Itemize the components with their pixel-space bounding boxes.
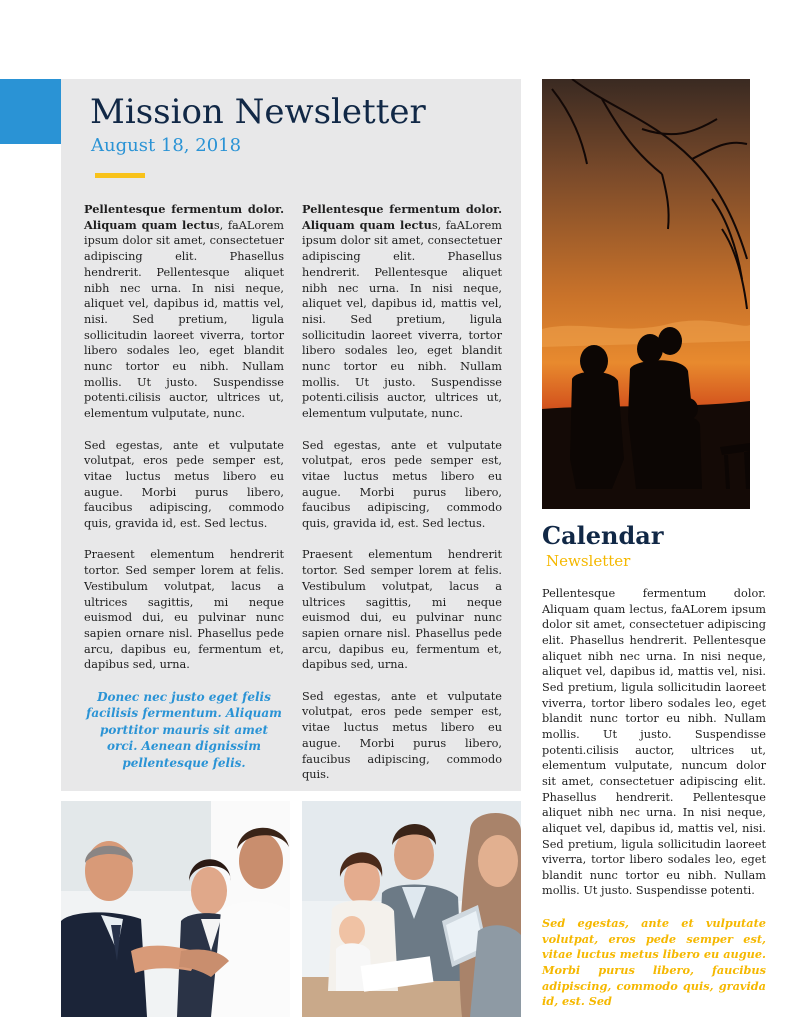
paragraph-text: s, faALorem ipsum dolor sit amet, consectetuer adipiscing elit. Phasellus hendrerit. Pellentesque aliquet nibh nec urna. In nisi neque, aliquet vel, dapibus id, mattis vel, nisi. Sed pretium, ligula sollicitudin laoreet viverra, tortor libero sodales leo, eget blandit nunc tortor eu nibh. Nullam mollis. Ut justo. Suspendisse potenti.cilisis auctor, ultrices ut, elementum vulputate, nunc. (84, 218, 285, 421)
paragraph-text: s, faALorem ipsum dolor sit amet, consectetuer adipiscing elit. Phasellus hendrerit. Pellentesque aliquet nibh nec urna. In nisi neque, aliquet vel, dapibus id, mattis vel, nisi. Sed pretium, ligula sollicitudin laoreet viverra, tortor libero sodales leo, eget blandit nunc tortor eu nibh. Nullam mollis. Ut justo. Suspendisse potenti.cilisis auctor, ultrices ut, elementum vulputate, nunc. (302, 218, 503, 421)
paragraph: Praesent elementum hendrerit tortor. Sed semper lorem at felis. Vestibulum volutpat, lacus a ultrices sagittis, mi neque euismod dui, eu pulvinar nunc sapien ornare nisl. Phasellus pede arcu, dapibus eu, fermentum et, dapibus sed, urna. (84, 548, 284, 672)
calendar-title: Calendar (542, 521, 664, 550)
paragraph: Praesent elementum hendrerit tortor. Sed semper lorem at felis. Vestibulum volutpat, lacus a ultrices sagittis, mi neque euismod dui, eu pulvinar nunc sapien ornare nisl. Phasellus pede arcu, dapibus eu, fermentum et, dapibus sed, urna. (302, 548, 502, 672)
paragraph: Sed egestas, ante et vulputate volutpat, eros pede semper est, vitae luctus metus libero eu augue. Morbi purus libero, faucibus adipiscing, commodo quis, gravida id, est. Sed lectus. (302, 438, 502, 531)
family-meeting-photo (302, 801, 521, 1017)
accent-block (0, 79, 61, 144)
article-column-1 (84, 202, 284, 787)
paragraph (302, 202, 502, 422)
article-column-2 (302, 202, 502, 799)
title-underline (95, 173, 145, 178)
issue-date: August 18, 2018 (91, 135, 242, 156)
sunset-family-photo (542, 79, 750, 509)
pull-quote: Donec nec justo eget felis facilisis fermentum. Aliquam porttitor mauris sit amet orci. Aenean dignissim pellentesque felis. (86, 689, 282, 770)
paragraph: Sed egestas, ante et vulputate volutpat, eros pede semper est, vitae luctus metus libero eu augue. Morbi purus libero, faucibus adipiscing, commodo quis. (302, 689, 502, 782)
calendar-subtitle: Newsletter (546, 552, 631, 570)
paragraph (84, 202, 284, 422)
lead-text: Pellentesque fermentum dolor. Aliquam quam lectu (84, 202, 284, 232)
paragraph: Sed egestas, ante et vulputate volutpat, eros pede semper est, vitae luctus metus libero eu augue. Morbi purus libero, faucibus adipiscing, commodo quis, gravida id, est. Sed lectus. (84, 438, 284, 531)
business-meeting-photo (61, 801, 290, 1017)
calendar-quote: Sed egestas, ante et vulputate volutpat, eros pede semper est, vitae luctus metus libero eu augue. Morbi purus libero, faucibus adipiscing, commodo quis, gravida id, est. Sed (542, 916, 766, 1009)
lead-text: Pellentesque fermentum dolor. Aliquam quam lectu (302, 202, 502, 232)
page-title: Mission Newsletter (90, 92, 426, 132)
calendar-body: Pellentesque fermentum dolor. Aliquam quam lectus, faALorem ipsum dolor sit amet, consectetuer adipiscing elit. Phasellus hendrerit. Pellentesque aliquet nibh nec urna. In nisi neque, aliquet vel, dapibus id, mattis vel, nisi. Sed pretium, ligula sollicitudin laoreet viverra, tortor libero sodales leo, eget blandit nunc tortor eu nibh. Nullam mollis. Ut justo. Suspendisse potenti.cilisis auctor, ultrices ut, elementum vulputate, nuncum dolor sit amet, consectetuer adipiscing elit. Phasellus hendrerit. Pellentesque aliquet nibh nec urna. In nisi neque, aliquet vel, dapibus id, mattis vel, nisi. Sed pretium, ligula sollicitudin laoreet viverra, tortor libero sodales leo, eget blandit nunc tortor eu nibh. Nullam mollis. Ut justo. Suspendisse potenti. (542, 587, 766, 898)
